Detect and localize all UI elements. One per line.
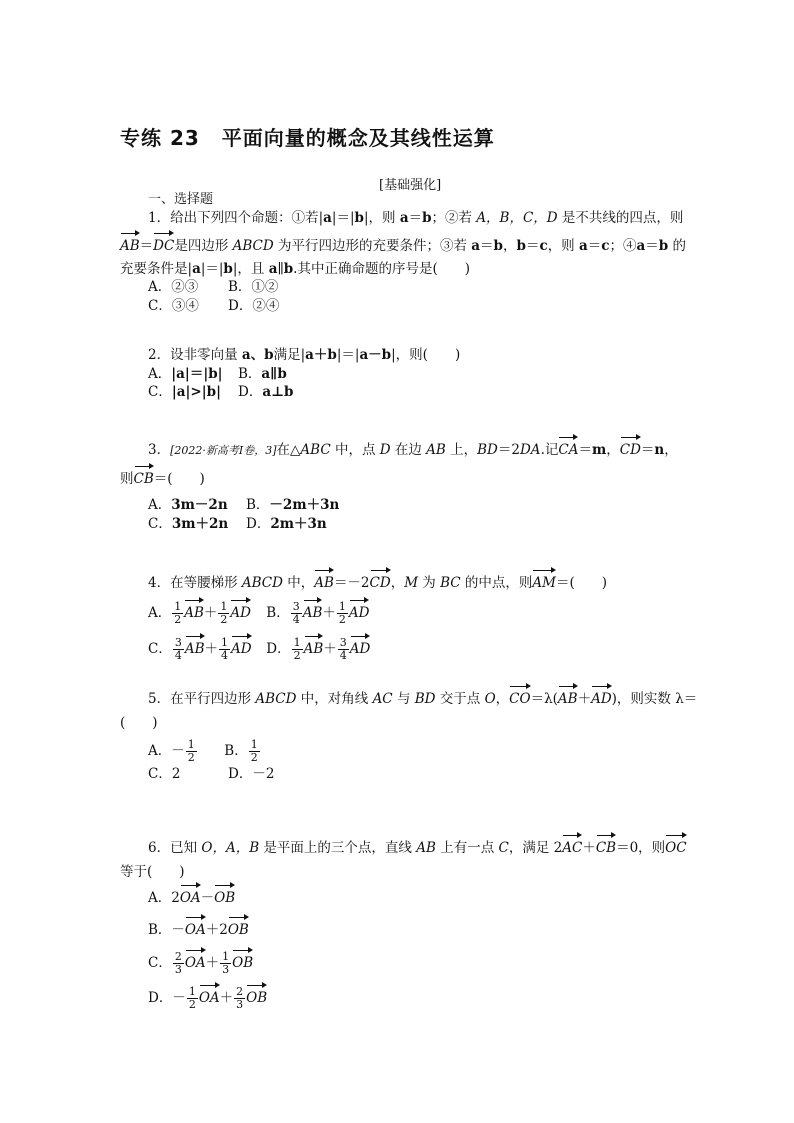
option-label: C． [148, 641, 172, 657]
option-c[interactable] [148, 637, 262, 662]
denominator: 4 [292, 613, 300, 626]
sign: － [171, 743, 185, 759]
option-label: C． [148, 955, 172, 971]
var-b: b [493, 238, 503, 254]
text-run: 为平行四边形的充要条件；③若 [273, 238, 472, 254]
text-run: 设非零向量 [170, 347, 242, 363]
option-label: C． [148, 516, 172, 532]
vector-CD: CD [619, 442, 641, 458]
option-label: A． [148, 497, 172, 513]
vector-AB: AB [184, 605, 204, 621]
option-a[interactable] [148, 601, 262, 626]
denominator: 2 [174, 613, 182, 626]
option-a[interactable] [148, 277, 228, 297]
segment-BD: BD [414, 691, 436, 707]
text-run: 为 [418, 575, 441, 591]
option-label: A． [148, 743, 172, 759]
question-3-options-ab [148, 495, 339, 515]
option-text: ②③ [171, 279, 199, 295]
option-c[interactable] [148, 514, 246, 534]
option-text: |a|＝|b| [171, 366, 223, 382]
vector-AD: AD [231, 641, 252, 657]
numerator: 3 [174, 636, 182, 649]
option-label: B． [266, 605, 290, 621]
denominator: 2 [293, 649, 301, 662]
text-run: ＝ [587, 238, 602, 254]
option-label: A． [148, 890, 172, 906]
expr-sum: a＋b [305, 347, 337, 363]
text-run: 则 [120, 471, 134, 487]
line-AB: AB [416, 840, 436, 856]
text-run: ＝( ) [556, 575, 608, 591]
vector-OB: OB [246, 990, 268, 1006]
text-run: － [200, 890, 215, 906]
text-run: |＝| [336, 347, 360, 363]
var-a: a [636, 238, 646, 254]
text-run: ， [390, 575, 405, 591]
text-run: ＝ [139, 238, 154, 254]
fraction [186, 739, 197, 764]
option-a[interactable] [148, 364, 238, 384]
question-number: 6． [148, 840, 171, 856]
option-label: D． [266, 641, 291, 657]
point-O: O [484, 691, 496, 707]
question-1-line-3 [120, 259, 470, 279]
var-a: a [578, 238, 588, 254]
text-run: ， [606, 442, 620, 458]
text-run: 已知 [170, 840, 202, 856]
numerator: 1 [188, 985, 196, 998]
text-run: ＝2 [497, 442, 520, 458]
var-b: b [422, 210, 432, 226]
numerator: 1 [222, 950, 230, 963]
vector-AB: AB [302, 605, 323, 621]
vector-CB: CB [595, 840, 617, 856]
fraction [292, 637, 303, 662]
denominator: 3 [174, 963, 182, 976]
vector-AB: AB [314, 575, 334, 591]
question-1-line-1 [148, 208, 683, 228]
question-number: 5． [148, 691, 171, 707]
text-run: 与 [392, 691, 415, 707]
var-b: b [516, 238, 526, 254]
sign: － [172, 990, 186, 1006]
text-run: 的中点，则 [460, 575, 533, 591]
text-run: ＋ [205, 955, 220, 971]
text-run: ＋ [219, 990, 234, 1006]
denominator: 2 [338, 613, 346, 626]
question-number: 2． [148, 347, 171, 363]
option-text: －2m＋3n [269, 497, 340, 513]
text-run: ＝( ) [153, 471, 205, 487]
numerator: 1 [338, 600, 346, 613]
fraction [291, 601, 302, 626]
option-label: A． [148, 605, 172, 621]
sign: － [171, 922, 185, 938]
fraction [219, 637, 230, 662]
option-c[interactable] [148, 382, 238, 402]
question-5-line-2: ( ) [120, 715, 158, 731]
denominator: 2 [188, 998, 196, 1011]
text-run: ，则 [547, 238, 579, 254]
vector-AD: AD [591, 691, 612, 707]
numerator: 2 [236, 985, 244, 998]
vector-OA: OA [184, 955, 206, 971]
option-b[interactable] [246, 495, 339, 515]
option-c[interactable] [148, 951, 253, 976]
question-number: 4． [148, 575, 171, 591]
option-text: 2m＋3n [270, 516, 327, 532]
option-label: A． [148, 279, 172, 295]
option-a[interactable] [148, 888, 235, 908]
segment-AB: AB [426, 442, 446, 458]
segment-BD: BD [477, 442, 498, 458]
option-label: C． [148, 766, 172, 782]
vector-AD: AD [230, 605, 251, 621]
var-a: a [192, 261, 201, 277]
denominator: 2 [220, 613, 228, 626]
option-text: ①② [251, 279, 279, 295]
point-labels: O，A，B [201, 840, 260, 856]
question-source: [2022·新高考Ⅰ卷，3] [170, 444, 277, 457]
vector-CO: CO [509, 691, 531, 707]
section-tag: [基础强化] [379, 178, 442, 193]
text-run: ＋ [204, 641, 219, 657]
option-d[interactable] [246, 514, 327, 534]
numerator: 3 [339, 636, 347, 649]
numerator: 3 [292, 600, 300, 613]
quad-ABCD: ABCD [241, 575, 283, 591]
triangle-ABC: ABC [300, 442, 331, 458]
text-run: 在平行四边形 [170, 691, 256, 707]
vector-OB: OB [214, 890, 236, 906]
question-5-line-1 [148, 689, 697, 709]
question-3-line-1 [148, 440, 678, 461]
numerator: 1 [250, 738, 258, 751]
option-a[interactable] [148, 495, 246, 515]
fraction [338, 637, 349, 662]
text-run: 中， [282, 575, 315, 591]
vector-AB: AB [303, 641, 324, 657]
text-run: 交于点 [435, 691, 485, 707]
var-c: c [539, 238, 548, 254]
vector-OA: OA [198, 990, 220, 1006]
question-2-line-1 [148, 345, 460, 365]
point-D: D [379, 442, 391, 458]
text-run: 是四边形 [174, 238, 233, 254]
vector-OA: OA [179, 890, 201, 906]
vector-AC: AC [562, 840, 583, 856]
text-run: 的 [668, 238, 686, 254]
var-b: b [354, 210, 364, 226]
option-text: －2 [252, 766, 275, 782]
title-code: 专练 23 [120, 126, 200, 150]
text-run: ＝－2 [333, 575, 370, 591]
text-run: 中，点 [330, 442, 380, 458]
point-M: M [404, 575, 419, 591]
vector-CD: CD [369, 575, 391, 591]
text-run: ＝ [645, 238, 659, 254]
denominator: 4 [174, 649, 182, 662]
question-5-options-ab [148, 739, 261, 764]
denominator: 4 [339, 649, 347, 662]
option-label: D． [148, 990, 173, 1006]
var-a: a [399, 210, 409, 226]
text-run: 上， [445, 442, 478, 458]
vector-AB: AB [557, 691, 578, 707]
question-6-line-2: 等于( ) [120, 864, 185, 880]
text-run: ＋ [322, 605, 336, 621]
text-run: .记 [540, 442, 559, 458]
text-run: ＝0，则 [616, 840, 666, 856]
point-C: C [498, 840, 509, 856]
segment-AC: AC [372, 691, 393, 707]
text-run: ， [503, 238, 517, 254]
var-b: b [223, 261, 233, 277]
option-d[interactable] [228, 296, 279, 316]
text-run: ∥ [277, 261, 284, 277]
text-run: 是平面上的三个点，直线 [259, 840, 417, 856]
option-text: a∥b [261, 366, 287, 382]
text-run: ＋ [203, 605, 218, 621]
text-run: ， [495, 691, 510, 707]
text-run: ＋ [577, 691, 592, 707]
text-run: 在△ [276, 442, 301, 458]
text-run: ＝ [525, 238, 540, 254]
numerator: 2 [174, 950, 182, 963]
option-b[interactable] [266, 601, 369, 626]
question-number: 1． [148, 210, 171, 226]
var-a: a [323, 210, 332, 226]
option-d[interactable] [266, 637, 370, 662]
segment-BC: BC [440, 575, 461, 591]
question-number: 3． [148, 442, 171, 458]
denominator: 3 [222, 963, 230, 976]
text-run: 在等腰梯形 [170, 575, 242, 591]
option-text: 3m－2n [171, 497, 228, 513]
text-run: 满足| [273, 347, 306, 363]
option-b[interactable] [148, 920, 249, 940]
var-b: b [283, 261, 294, 277]
question-1-line-2 [120, 236, 686, 256]
text-run: ＝ [578, 442, 592, 458]
option-label: D． [228, 298, 253, 314]
option-text: 2 [171, 766, 181, 782]
question-1-options-ab [148, 277, 278, 297]
option-d[interactable] [238, 382, 293, 402]
option-b[interactable] [224, 739, 260, 764]
text-run: 是不共线的四点，则 [557, 210, 684, 226]
question-2-options-ab [148, 364, 287, 384]
fraction [218, 601, 229, 626]
numerator: 1 [220, 600, 228, 613]
fraction [220, 951, 231, 976]
text-run: ；②若 [431, 210, 477, 226]
title-text: 平面向量的概念及其线性运算 [221, 126, 495, 150]
fraction [337, 601, 348, 626]
var-a: a [268, 261, 278, 277]
question-1-options-cd [148, 296, 279, 316]
fraction [249, 739, 260, 764]
numerator: 1 [221, 636, 229, 649]
vector-AM: AM [532, 575, 556, 591]
option-label: B． [238, 366, 262, 382]
option-text: ③④ [171, 298, 199, 314]
text-run: ，满足 2 [508, 840, 563, 856]
page-title [120, 122, 495, 151]
text-run: ＝λ( [530, 691, 558, 707]
question-4-options-ab [148, 601, 369, 626]
option-text: ②④ [252, 298, 280, 314]
vector-AB: AB [184, 641, 205, 657]
vector-DC: DC [153, 238, 175, 254]
option-label: B． [148, 922, 172, 938]
vector-OB: OB [227, 922, 249, 938]
text-run: ＝ [640, 442, 655, 458]
point-labels: A，B，C，D [476, 210, 558, 226]
numerator: 1 [187, 738, 195, 751]
vector-CB: CB [133, 471, 154, 487]
text-run: |＝| [331, 210, 355, 226]
numerator: 1 [174, 600, 182, 613]
option-label: B． [246, 497, 270, 513]
vector-OB: OB [232, 955, 254, 971]
quad-ABCD: ABCD [232, 238, 274, 254]
option-label: B． [228, 279, 252, 295]
question-6-line-1 [148, 838, 687, 858]
var-a: a [471, 238, 481, 254]
question-3-options-cd [148, 514, 327, 534]
vars-ab: a、b [241, 347, 274, 363]
denominator: 2 [250, 751, 258, 764]
text-run: |＝| [200, 261, 224, 277]
numerator: 1 [293, 636, 301, 649]
text-run: 中，对角线 [296, 691, 373, 707]
option-b[interactable] [238, 364, 287, 384]
text-run: 给出下列四个命题：①若| [170, 210, 324, 226]
option-c[interactable] [148, 764, 228, 784]
segment-DA: DA [519, 442, 541, 458]
option-text: 3m＋2n [171, 516, 229, 532]
text-run: |，则( ) [391, 347, 461, 363]
fraction [172, 601, 183, 626]
denominator: 2 [187, 751, 195, 764]
option-text: |a|>|b| [171, 384, 221, 400]
option-label: C． [148, 384, 172, 400]
vector-CA: CA [558, 442, 579, 458]
question-4-options-cd [148, 637, 370, 662]
text-run: |，则 [363, 210, 400, 226]
section-heading: 一、选择题 [148, 192, 214, 207]
expr-diff: a－b [359, 347, 392, 363]
question-4-line-1 [148, 573, 607, 593]
option-label: D． [228, 766, 253, 782]
text-run: ＋2 [205, 922, 228, 938]
text-run: )，则实数 λ＝ [611, 691, 698, 707]
vector-OA: OA [184, 922, 206, 938]
option-label: C． [148, 298, 172, 314]
option-label: A． [148, 366, 172, 382]
option-label: D． [246, 516, 271, 532]
option-label: D． [238, 384, 263, 400]
text-run: 上有一点 [435, 840, 499, 856]
denominator: 4 [221, 649, 229, 662]
text-run: |，且 [232, 261, 269, 277]
denominator: 3 [236, 998, 244, 1011]
text-run: ， [664, 442, 678, 458]
var-b: b [658, 238, 669, 254]
option-text: a⊥b [262, 384, 294, 400]
fraction [234, 986, 245, 1011]
text-run: ＝ [480, 238, 494, 254]
var-c: c [601, 238, 610, 254]
text-run: ＋ [323, 641, 337, 657]
text-run: 充要条件是| [120, 261, 193, 277]
text-run: ＝ [408, 210, 423, 226]
text-run: ＋ [582, 840, 596, 856]
text-run: ；④ [609, 238, 637, 254]
coefficient: 2 [171, 890, 180, 906]
vector-AB: AB [120, 238, 140, 254]
fraction [173, 951, 184, 976]
question-2-options-cd [148, 382, 293, 402]
question-3-line-2 [120, 469, 205, 489]
option-a[interactable] [148, 739, 220, 764]
quad-ABCD: ABCD [255, 691, 297, 707]
option-label: B． [224, 743, 248, 759]
question-5-options-cd [148, 764, 274, 784]
var-n: n [654, 442, 665, 458]
var-m: m [591, 442, 607, 458]
vector-AD: AD [348, 605, 370, 621]
fraction [187, 986, 198, 1011]
vector-AD: AD [349, 641, 371, 657]
text-run: 在边 [390, 442, 427, 458]
option-d[interactable] [228, 764, 274, 784]
fraction [173, 637, 184, 662]
text-run: .其中正确命题的序号是( ) [293, 261, 470, 277]
option-c[interactable] [148, 296, 228, 316]
vector-OC: OC [665, 840, 687, 856]
option-d[interactable] [148, 986, 267, 1011]
option-b[interactable] [228, 277, 278, 297]
